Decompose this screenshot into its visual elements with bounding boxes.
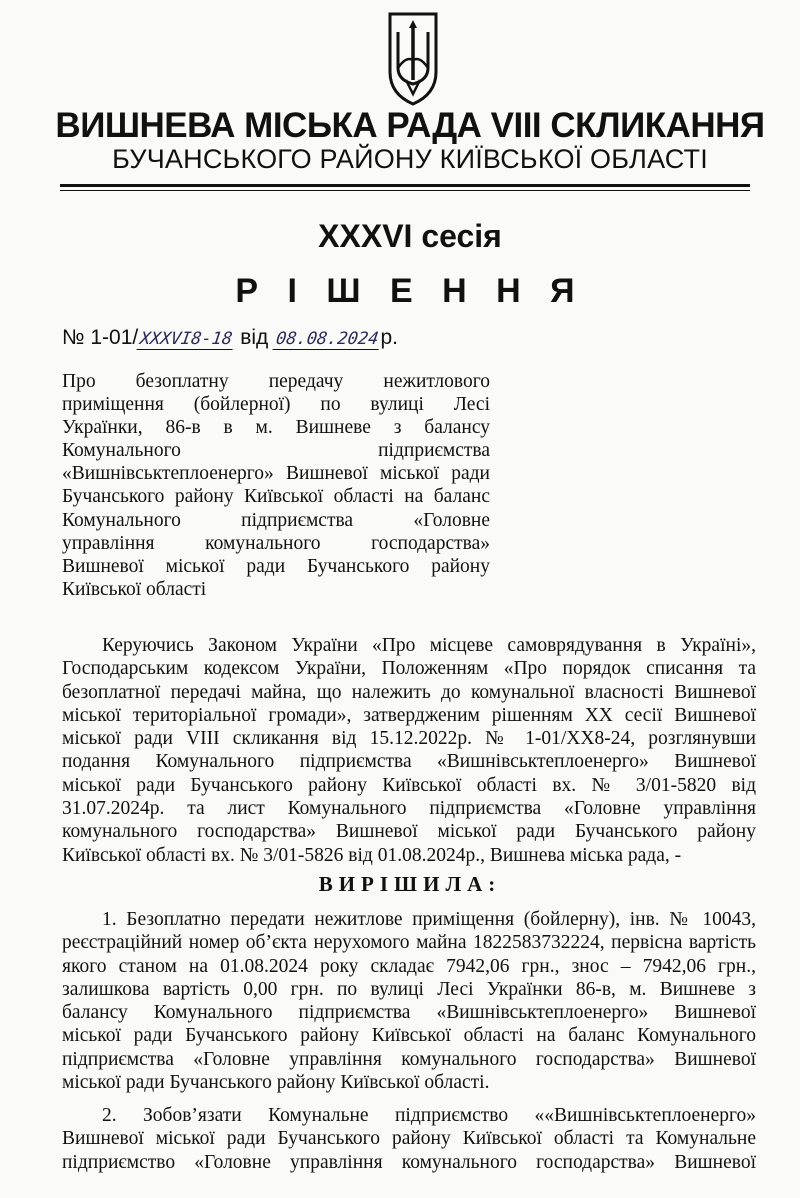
preamble-line: подання Комунального підприємства «Вишнівськтеплоенерго» Вишневої — [62, 751, 756, 773]
decision-number-line — [62, 326, 398, 350]
item-line: реєстраційний номер об’єкта нерухомого майна 1822583732224, первісна вартість — [62, 932, 756, 954]
item-line: міської ради Бучанського району Київської області на баланс Комунального — [62, 1025, 756, 1047]
date-suffix: р. — [380, 326, 398, 349]
handwritten-date: 08.08.2024 — [273, 329, 382, 350]
item-line: 1. Безоплатно передати нежитлове приміщення (бойлерну), інв. № 10043, — [102, 909, 756, 930]
resolved-heading: ВИРІШИЛА: — [318, 872, 502, 896]
item-line: підприємство «Головне управління комунального господарства» Вишневої — [62, 1151, 756, 1173]
subject-line: Комунального підприємства «Головне — [62, 509, 490, 531]
subject-line: Вишневої міської ради Бучанського району — [62, 555, 490, 577]
item-line: залишкова вартість 0,00 грн. по вулиці Лесі Українки 86-в, м. Вишневе з — [62, 978, 756, 1000]
preamble-line: Київської області вх. № 3/01-5826 від 01.08.2024р., Вишнева міська рада, - — [62, 844, 682, 866]
preamble-line: Керуючись Законом України «Про місцеве самоврядування в Україні», — [102, 635, 756, 656]
preamble-line: міської територіальної громади», затвердженим рішенням XX сесії Вишневої — [62, 704, 756, 726]
subject-line: приміщення (бойлерної) по вулиці Лесі — [62, 394, 490, 416]
item-line: підприємства «Головне управління комунального господарства» Вишневої — [62, 1048, 756, 1070]
item-line: балансу Комунального підприємства «Вишнівськтеплоенерго» Вишневої — [62, 1002, 756, 1024]
council-title: ВИШНЕВА МІСЬКА РАДА VIII СКЛИКАННЯ — [55, 106, 765, 145]
number-prefix: № 1-01/ — [62, 326, 139, 349]
handwritten-number: XXXVI8-18 — [137, 329, 236, 350]
item-line: якого станом на 01.08.2024 року складає 7942,06 грн., знос – 7942,06 грн., — [62, 955, 756, 977]
decision-subject — [62, 370, 490, 601]
subject-line: Київської області — [62, 578, 207, 600]
preamble-line: комунального господарства» Вишневої міської ради Бучанського району — [62, 821, 756, 843]
council-region: БУЧАНСЬКОГО РАЙОНУ КИЇВСЬКОЇ ОБЛАСТІ — [112, 144, 708, 174]
subject-line: Про безоплатну передачу нежитлового — [62, 371, 490, 392]
subject-line: Бучанського району Київської області на баланс — [62, 486, 490, 508]
trident-icon — [384, 10, 442, 106]
subject-line: Українки, 86-в в м. Вишневе з балансу — [62, 417, 490, 439]
decision-item-2 — [62, 1104, 756, 1174]
item-line: Вишневої міської ради Бучанського району Київської області та Комунальне — [62, 1128, 756, 1150]
decision-heading: Р І Ш Е Н Н Я — [235, 272, 585, 310]
session-title: XXXVI сесія — [318, 218, 502, 254]
item-line: 2. Зобов’язати Комунальне підприємство ««Вишнівськтеплоенерго» — [102, 1105, 756, 1126]
subject-line: управління комунального господарства» — [62, 532, 490, 554]
subject-line: «Вишнівськтеплоенерго» Вишневої міської ради — [62, 463, 490, 485]
subject-line: Комунального підприємства — [62, 440, 490, 462]
preamble-paragraph — [62, 634, 756, 867]
preamble-line: 31.07.2024р. та лист Комунального підприємства «Головне управління — [62, 798, 756, 820]
preamble-line: Господарським кодексом України, Положенням «Про порядок списання та — [62, 658, 756, 680]
header-divider — [60, 184, 750, 187]
decision-item-1 — [62, 908, 756, 1094]
preamble-line: міської ради VIII скликання від 15.12.2022р. № 1-01/XX8-24, розглянувши — [62, 728, 756, 750]
preamble-line: міської ради Бучанського району Київської області вх. № 3/01-5820 від — [62, 774, 756, 796]
header-divider-thin — [60, 190, 750, 191]
preamble-line: безоплатної передачі майна, що належить до комунальної власності Вишневої — [62, 681, 756, 703]
item-line: міської ради Бучанського району Київської області. — [62, 1072, 490, 1094]
date-label: від — [234, 326, 275, 349]
